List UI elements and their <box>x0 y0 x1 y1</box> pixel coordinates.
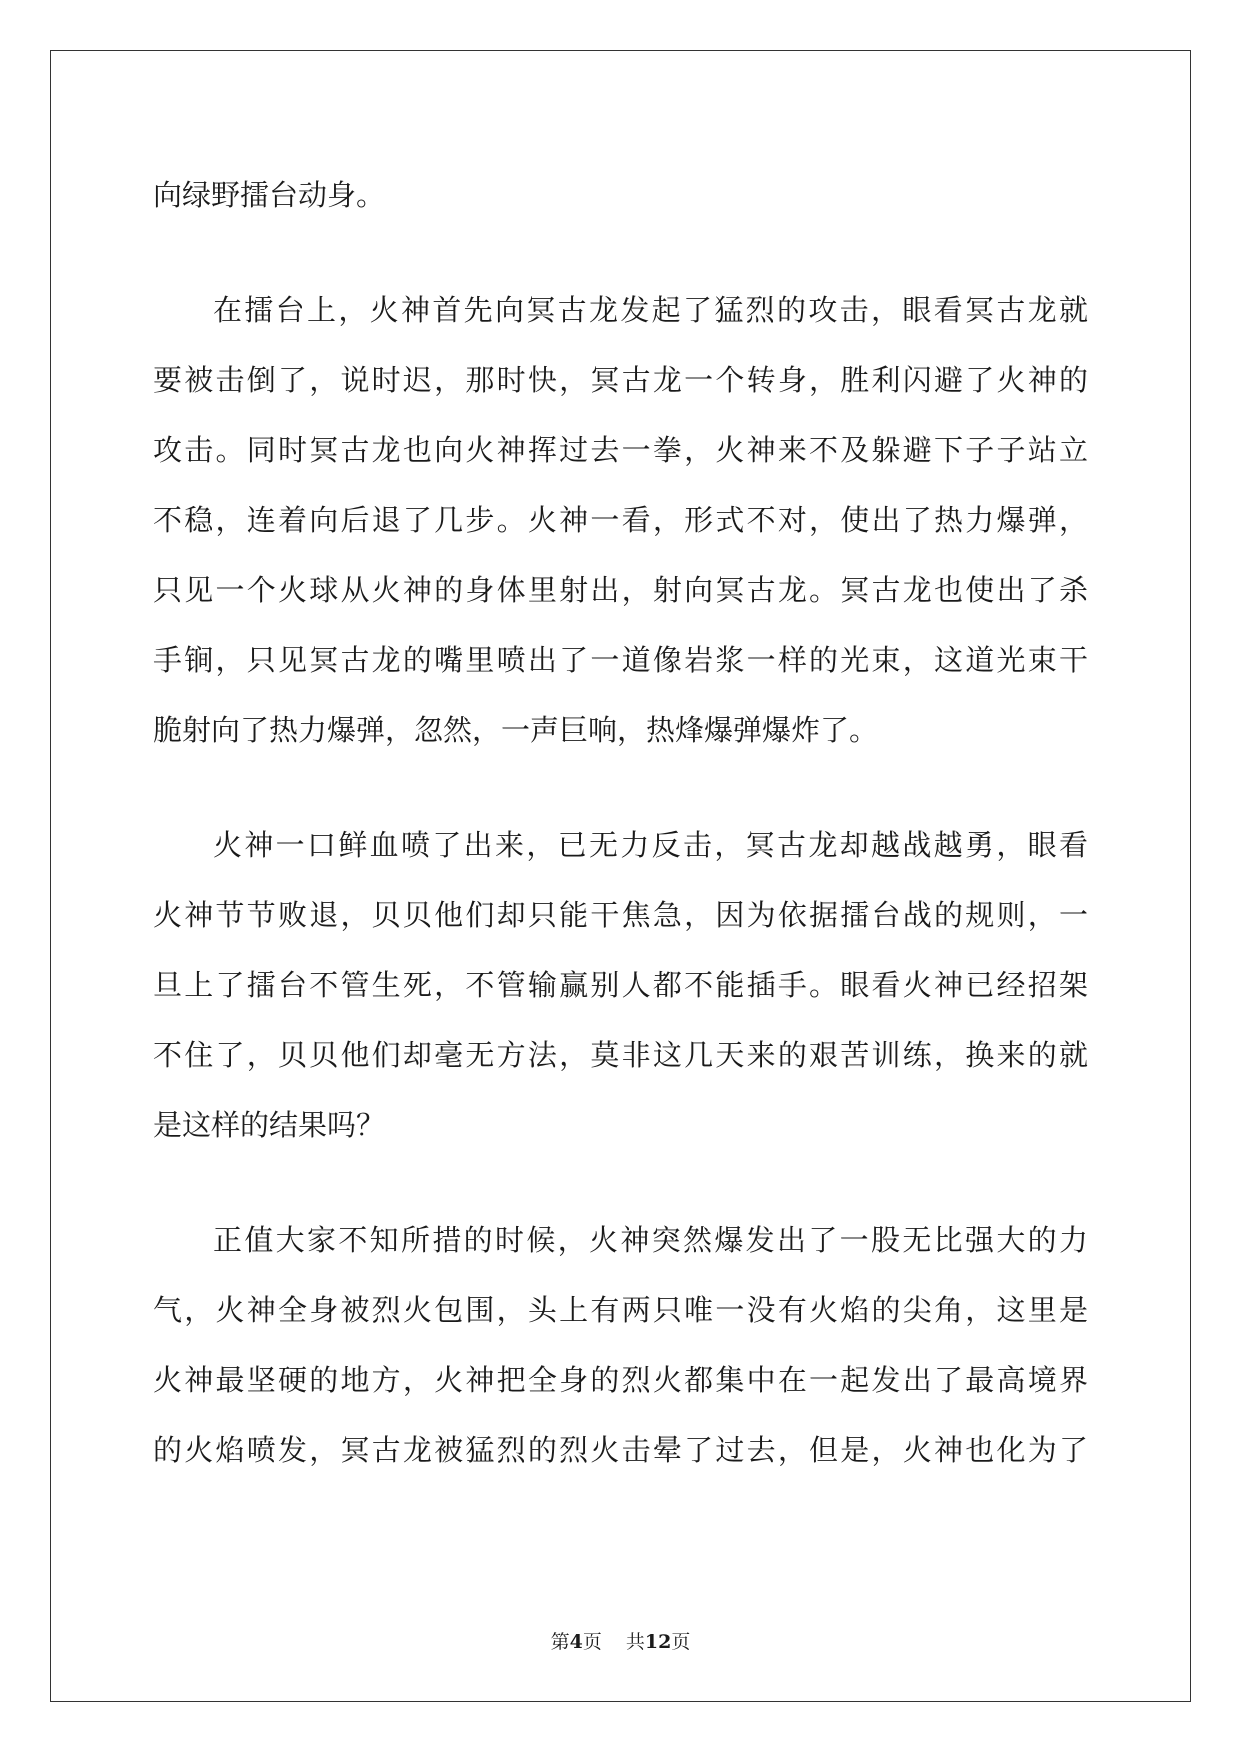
page-prefix: 第 <box>550 1631 570 1653</box>
text-line: 脆射向了热力爆弹，忽然，一声巨响，热烽爆弹爆炸了。 <box>153 713 879 747</box>
total-pages: 12 <box>644 1631 672 1653</box>
text-line: 的火焰喷发，冥古龙被猛烈的烈火击晕了过去，但是，火神也化为了 <box>153 1433 1088 1467</box>
text-line: 不稳，连着向后退了几步。火神一看，形式不对，使出了热力爆弹， <box>153 503 1088 537</box>
text-line: 火神节节败退，贝贝他们却只能干焦急，因为依据擂台战的规则，一 <box>153 898 1088 932</box>
text-line: 火神一口鲜血喷了出来，已无力反击，冥古龙却越战越勇，眼看 <box>213 828 1088 862</box>
text-line: 是这样的结果吗？ <box>153 1108 386 1142</box>
text-line: 火神最坚硬的地方，火神把全身的烈火都集中在一起发出了最高境界 <box>153 1363 1088 1397</box>
text-line: 气，火神全身被烈火包围，头上有两只唯一没有火焰的尖角，这里是 <box>153 1293 1088 1327</box>
page-footer <box>0 1630 1241 1654</box>
text-line: 攻击。同时冥古龙也向火神挥过去一拳，火神来不及躲避下子子站立 <box>153 433 1088 467</box>
text-line: 只见一个火球从火神的身体里射出，射向冥古龙。冥古龙也使出了杀 <box>153 573 1088 607</box>
text-line: 手锏，只见冥古龙的嘴里喷出了一道像岩浆一样的光束，这道光束干 <box>153 643 1088 677</box>
text-line: 正值大家不知所措的时候，火神突然爆发出了一股无比强大的力 <box>213 1223 1088 1257</box>
text-line: 不住了，贝贝他们却毫无方法，莫非这几天来的艰苦训练，换来的就 <box>153 1038 1088 1072</box>
text-line: 向绿野擂台动身。 <box>153 178 386 212</box>
page-suffix: 页 <box>582 1631 602 1653</box>
total-prefix: 共 <box>625 1631 645 1653</box>
text-line: 要被击倒了，说时迟，那时快，冥古龙一个转身，胜利闪避了火神的 <box>153 363 1088 397</box>
page-number: 4 <box>569 1631 583 1653</box>
document-body <box>153 160 1088 1485</box>
text-line: 旦上了擂台不管生死，不管输赢别人都不能插手。眼看火神已经招架 <box>153 968 1088 1002</box>
text-line: 在擂台上，火神首先向冥古龙发起了猛烈的攻击，眼看冥古龙就 <box>213 293 1088 327</box>
total-suffix: 页 <box>671 1631 691 1653</box>
